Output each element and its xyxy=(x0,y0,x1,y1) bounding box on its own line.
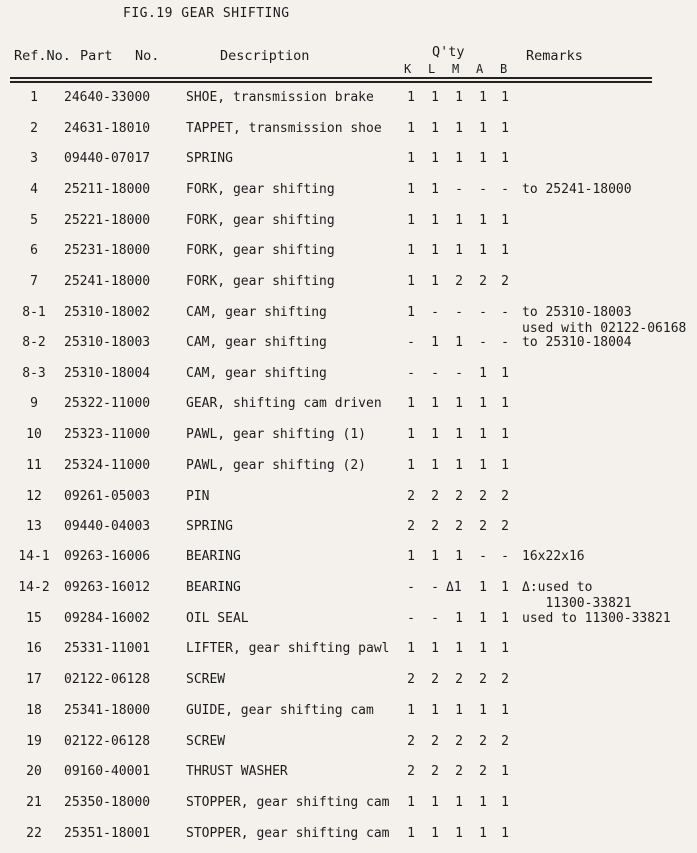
part-number: 09440-04003 xyxy=(64,519,151,534)
qty-b: 1 xyxy=(501,396,509,411)
qty-a: - xyxy=(479,335,487,350)
ref-number: 15 xyxy=(26,611,42,626)
qty-a: 1 xyxy=(479,396,487,411)
part-description: LIFTER, gear shifting pawl xyxy=(186,641,390,656)
qty-m: 2 xyxy=(455,672,463,687)
qty-m: 1 xyxy=(455,795,463,810)
part-description: BEARING xyxy=(186,580,241,595)
part-number: 25322-11000 xyxy=(64,396,151,411)
qty-m: 1 xyxy=(455,703,463,718)
part-description: SHOE, transmission brake xyxy=(186,90,374,105)
ref-number: 11 xyxy=(26,458,42,473)
qty-m: Δ1 xyxy=(446,580,462,595)
qty-b: 2 xyxy=(501,672,509,687)
qty-m: 1 xyxy=(455,826,463,841)
part-description: CAM, gear shifting xyxy=(186,335,327,350)
qty-k: 1 xyxy=(407,213,415,228)
qty-b: 1 xyxy=(501,795,509,810)
remarks xyxy=(522,335,632,351)
qty-k: - xyxy=(407,335,415,350)
part-number: 25231-18000 xyxy=(64,243,151,258)
part-description: GEAR, shifting cam driven xyxy=(186,396,382,411)
part-number: 25211-18000 xyxy=(64,182,151,197)
qty-l: 1 xyxy=(431,151,439,166)
part-number: 25310-18004 xyxy=(64,366,151,381)
header-qty: Q'ty xyxy=(432,44,465,60)
qty-b: 1 xyxy=(501,213,509,228)
qty-l: - xyxy=(431,580,439,595)
qty-b: 2 xyxy=(501,274,509,289)
qty-l: 2 xyxy=(431,519,439,534)
ref-number: 8-1 xyxy=(22,305,46,320)
qty-k: 1 xyxy=(407,396,415,411)
table-row xyxy=(0,458,697,480)
part-number: 25341-18000 xyxy=(64,703,151,718)
qty-m: 1 xyxy=(455,151,463,166)
part-description: STOPPER, gear shifting cam xyxy=(186,795,390,810)
qty-letter-m: M xyxy=(452,62,460,76)
qty-a: 1 xyxy=(479,213,487,228)
qty-a: 1 xyxy=(479,427,487,442)
qty-l: 1 xyxy=(431,396,439,411)
ref-number: 7 xyxy=(30,274,38,289)
qty-k: 1 xyxy=(407,427,415,442)
part-number: 02122-06128 xyxy=(64,672,151,687)
header-rule-bottom xyxy=(10,81,652,83)
header-ref-no: Ref.No. xyxy=(14,48,71,64)
qty-letter-l: L xyxy=(428,62,436,76)
qty-k: 1 xyxy=(407,121,415,136)
qty-k: 2 xyxy=(407,764,415,779)
ref-number: 18 xyxy=(26,703,42,718)
remarks xyxy=(522,182,632,198)
qty-b: 2 xyxy=(501,734,509,749)
qty-b: 1 xyxy=(501,243,509,258)
qty-a: 1 xyxy=(479,826,487,841)
table-row xyxy=(0,396,697,418)
qty-m: 1 xyxy=(455,458,463,473)
qty-m: 2 xyxy=(455,764,463,779)
table-row xyxy=(0,90,697,112)
part-number: 09263-16012 xyxy=(64,580,151,595)
qty-b: 1 xyxy=(501,90,509,105)
part-description: FORK, gear shifting xyxy=(186,182,335,197)
remarks xyxy=(522,611,671,627)
qty-m: 1 xyxy=(455,396,463,411)
qty-l: 1 xyxy=(431,243,439,258)
table-row xyxy=(0,213,697,235)
qty-b: 1 xyxy=(501,580,509,595)
qty-a: 2 xyxy=(479,764,487,779)
table-row xyxy=(0,795,697,817)
qty-k: 2 xyxy=(407,672,415,687)
part-description: SPRING xyxy=(186,151,233,166)
ref-number: 22 xyxy=(26,826,42,841)
ref-number: 5 xyxy=(30,213,38,228)
qty-l: 1 xyxy=(431,274,439,289)
header-part: Part xyxy=(80,48,113,64)
qty-m: 2 xyxy=(455,489,463,504)
remarks xyxy=(522,549,585,565)
table-row xyxy=(0,274,697,296)
part-description: THRUST WASHER xyxy=(186,764,288,779)
qty-b: 1 xyxy=(501,458,509,473)
qty-m: - xyxy=(455,182,463,197)
qty-b: 1 xyxy=(501,611,509,626)
qty-letter-k: K xyxy=(404,62,412,76)
qty-m: 2 xyxy=(455,734,463,749)
header-description: Description xyxy=(220,48,310,64)
qty-k: 2 xyxy=(407,734,415,749)
qty-a: 1 xyxy=(479,580,487,595)
qty-l: 1 xyxy=(431,182,439,197)
qty-a: 1 xyxy=(479,641,487,656)
table-row xyxy=(0,672,697,694)
qty-l: 1 xyxy=(431,703,439,718)
qty-b: - xyxy=(501,182,509,197)
qty-k: 2 xyxy=(407,489,415,504)
qty-m: 2 xyxy=(455,519,463,534)
ref-number: 6 xyxy=(30,243,38,258)
part-number: 09263-16006 xyxy=(64,549,151,564)
part-description: FORK, gear shifting xyxy=(186,274,335,289)
table-row xyxy=(0,427,697,449)
qty-k: 1 xyxy=(407,151,415,166)
table-row xyxy=(0,826,697,848)
qty-l: 1 xyxy=(431,826,439,841)
ref-number: 1 xyxy=(30,90,38,105)
remarks xyxy=(522,580,632,611)
part-number: 25241-18000 xyxy=(64,274,151,289)
part-number: 25331-11001 xyxy=(64,641,151,656)
part-description: PAWL, gear shifting (1) xyxy=(186,427,367,442)
qty-l: 1 xyxy=(431,427,439,442)
remarks-line: used with 02122-06168 xyxy=(522,320,687,336)
qty-k: 1 xyxy=(407,90,415,105)
header-rule-top xyxy=(10,77,652,79)
figure-title: FIG.19 GEAR SHIFTING xyxy=(123,6,290,21)
qty-a: 2 xyxy=(479,519,487,534)
qty-k: 1 xyxy=(407,243,415,258)
qty-l: 2 xyxy=(431,734,439,749)
part-number: 25310-18002 xyxy=(64,305,151,320)
qty-a: 1 xyxy=(479,366,487,381)
qty-l: 1 xyxy=(431,458,439,473)
remarks-line: 11300-33821 xyxy=(522,595,632,611)
qty-a: 1 xyxy=(479,458,487,473)
remarks-line: to 25241-18000 xyxy=(522,182,632,197)
qty-a: 1 xyxy=(479,795,487,810)
qty-b: 1 xyxy=(501,366,509,381)
part-description: FORK, gear shifting xyxy=(186,213,335,228)
part-description: FORK, gear shifting xyxy=(186,243,335,258)
remarks-line: used to 11300-33821 xyxy=(522,611,671,626)
part-number: 25350-18000 xyxy=(64,795,151,810)
ref-number: 10 xyxy=(26,427,42,442)
qty-l: - xyxy=(431,611,439,626)
qty-m: 1 xyxy=(455,213,463,228)
part-description: STOPPER, gear shifting cam xyxy=(186,826,390,841)
qty-a: - xyxy=(479,305,487,320)
table-row xyxy=(0,549,697,571)
qty-a: 1 xyxy=(479,703,487,718)
table-row xyxy=(0,703,697,725)
table-row xyxy=(0,580,697,611)
remarks-line: Δ:used to xyxy=(522,580,593,595)
table-row xyxy=(0,366,697,388)
qty-b: - xyxy=(501,335,509,350)
qty-b: 2 xyxy=(501,489,509,504)
qty-m: 1 xyxy=(455,549,463,564)
part-description: SPRING xyxy=(186,519,233,534)
ref-number: 9 xyxy=(30,396,38,411)
qty-k: 1 xyxy=(407,458,415,473)
table-row xyxy=(0,519,697,541)
part-number: 09284-16002 xyxy=(64,611,151,626)
qty-b: - xyxy=(501,549,509,564)
qty-b: 2 xyxy=(501,519,509,534)
part-number: 02122-06128 xyxy=(64,734,151,749)
qty-k: 1 xyxy=(407,182,415,197)
part-description: GUIDE, gear shifting cam xyxy=(186,703,374,718)
part-number: 24640-33000 xyxy=(64,90,151,105)
qty-k: 1 xyxy=(407,703,415,718)
part-number: 25310-18003 xyxy=(64,335,151,350)
qty-l: 2 xyxy=(431,672,439,687)
remarks-line: to 25310-18003 xyxy=(522,305,632,320)
part-description: OIL SEAL xyxy=(186,611,249,626)
qty-letter-b: B xyxy=(500,62,508,76)
qty-l: 2 xyxy=(431,489,439,504)
table-row xyxy=(0,121,697,143)
part-number: 09261-05003 xyxy=(64,489,151,504)
part-number: 25221-18000 xyxy=(64,213,151,228)
qty-a: 2 xyxy=(479,274,487,289)
part-description: TAPPET, transmission shoe xyxy=(186,121,382,136)
qty-a: 2 xyxy=(479,489,487,504)
qty-k: 1 xyxy=(407,795,415,810)
table-row xyxy=(0,305,697,336)
ref-number: 17 xyxy=(26,672,42,687)
qty-a: 1 xyxy=(479,151,487,166)
remarks-line: 16x22x16 xyxy=(522,549,585,564)
qty-l: - xyxy=(431,366,439,381)
qty-l: 1 xyxy=(431,795,439,810)
table-row xyxy=(0,734,697,756)
qty-k: 1 xyxy=(407,641,415,656)
remarks-line: to 25310-18004 xyxy=(522,335,632,350)
qty-k: 2 xyxy=(407,519,415,534)
qty-k: 1 xyxy=(407,826,415,841)
qty-k: 1 xyxy=(407,549,415,564)
ref-number: 14-2 xyxy=(18,580,50,595)
ref-number: 14-1 xyxy=(18,549,50,564)
qty-b: 1 xyxy=(501,826,509,841)
ref-number: 12 xyxy=(26,489,42,504)
part-description: SCREW xyxy=(186,734,226,749)
qty-k: - xyxy=(407,366,415,381)
qty-m: 1 xyxy=(455,641,463,656)
ref-number: 16 xyxy=(26,641,42,656)
qty-m: 1 xyxy=(455,243,463,258)
part-description: CAM, gear shifting xyxy=(186,366,327,381)
header-remarks: Remarks xyxy=(526,48,583,64)
qty-m: 1 xyxy=(455,611,463,626)
part-number: 25324-11000 xyxy=(64,458,151,473)
qty-m: - xyxy=(455,305,463,320)
ref-number: 13 xyxy=(26,519,42,534)
part-number: 25351-18001 xyxy=(64,826,151,841)
part-number: 09440-07017 xyxy=(64,151,151,166)
qty-letter-a: A xyxy=(476,62,484,76)
table-row xyxy=(0,641,697,663)
qty-m: 1 xyxy=(455,90,463,105)
part-number: 25323-11000 xyxy=(64,427,151,442)
table-row xyxy=(0,764,697,786)
qty-b: 1 xyxy=(501,703,509,718)
qty-b: 1 xyxy=(501,641,509,656)
part-description: BEARING xyxy=(186,549,241,564)
qty-a: - xyxy=(479,182,487,197)
qty-m: 1 xyxy=(455,335,463,350)
qty-b: 1 xyxy=(501,121,509,136)
part-description: CAM, gear shifting xyxy=(186,305,327,320)
part-number: 24631-18010 xyxy=(64,121,151,136)
part-description: PIN xyxy=(186,489,210,504)
table-row xyxy=(0,243,697,265)
qty-b: 1 xyxy=(501,764,509,779)
ref-number: 3 xyxy=(30,151,38,166)
ref-number: 21 xyxy=(26,795,42,810)
qty-a: 2 xyxy=(479,734,487,749)
qty-l: 2 xyxy=(431,764,439,779)
qty-l: 1 xyxy=(431,121,439,136)
table-row xyxy=(0,489,697,511)
qty-a: 1 xyxy=(479,243,487,258)
qty-m: 2 xyxy=(455,274,463,289)
qty-k: 1 xyxy=(407,305,415,320)
qty-l: 1 xyxy=(431,549,439,564)
ref-number: 4 xyxy=(30,182,38,197)
ref-number: 20 xyxy=(26,764,42,779)
qty-m: 1 xyxy=(455,427,463,442)
remarks xyxy=(522,305,686,336)
qty-a: 1 xyxy=(479,121,487,136)
part-description: PAWL, gear shifting (2) xyxy=(186,458,367,473)
qty-l: 1 xyxy=(431,335,439,350)
table-row xyxy=(0,611,697,633)
part-description: SCREW xyxy=(186,672,226,687)
qty-a: 1 xyxy=(479,90,487,105)
qty-k: - xyxy=(407,580,415,595)
qty-b: 1 xyxy=(501,427,509,442)
ref-number: 8-2 xyxy=(22,335,46,350)
qty-m: 1 xyxy=(455,121,463,136)
qty-b: - xyxy=(501,305,509,320)
qty-a: 2 xyxy=(479,672,487,687)
table-row xyxy=(0,151,697,173)
header-no: No. xyxy=(135,48,160,64)
qty-l: - xyxy=(431,305,439,320)
qty-b: 1 xyxy=(501,151,509,166)
ref-number: 19 xyxy=(26,734,42,749)
part-number: 09160-40001 xyxy=(64,764,151,779)
qty-l: 1 xyxy=(431,90,439,105)
qty-a: 1 xyxy=(479,611,487,626)
qty-k: 1 xyxy=(407,274,415,289)
qty-k: - xyxy=(407,611,415,626)
ref-number: 2 xyxy=(30,121,38,136)
qty-l: 1 xyxy=(431,213,439,228)
table-row xyxy=(0,335,697,357)
qty-l: 1 xyxy=(431,641,439,656)
table-row xyxy=(0,182,697,204)
qty-a: - xyxy=(479,549,487,564)
qty-m: - xyxy=(455,366,463,381)
ref-number: 8-3 xyxy=(22,366,46,381)
